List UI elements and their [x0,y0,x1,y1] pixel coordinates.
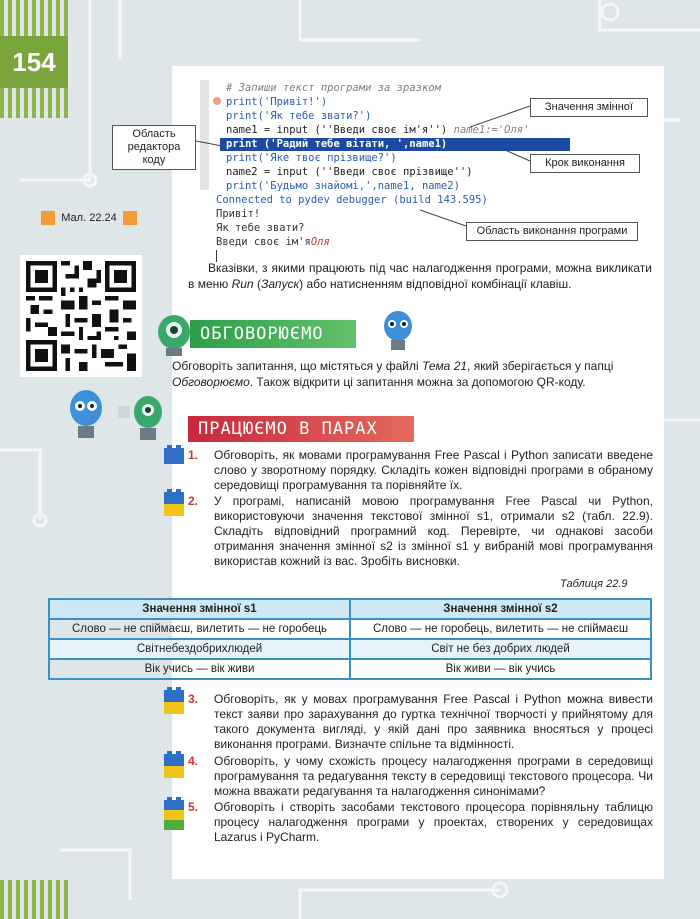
editor-gutter [200,80,209,190]
lego-blocks-icon [162,686,186,716]
orange-square-icon [41,211,55,225]
code-line-2: print('Як тебе звати?') [226,110,372,122]
page-number: 154 [0,36,68,88]
task-number: 2. [188,494,199,508]
table-cell: Слово — не горобець, вилетить — не спіймаєш [350,619,651,639]
table-header-row [49,599,651,619]
variable-value-hint: name1:='Оля' [453,124,530,136]
task-text: У програмі, написаній мовою програмування Free Pascal чи Python, використовуючи значення текстової змінної s1, отримали s2 (табл. 22.9). Складіть відповідний програмний код. Перевірте, чи однакові засоби отримання значення змінної s2 із змінної s1 у вибраній мові програмування використав кожний із вас. Зробіть висновки. [214,494,653,568]
discuss-text-1: Обговоріть запитання, що містяться у файлі [172,359,422,373]
code-line-3 [226,124,529,137]
callout-run-area: Область виконання програми [466,222,638,241]
task-text: Обговоріть, як у мовах програмування Free Pascal і Python можна вивести текст заяви про зарахування до гуртка технічної творчості у прийнятому для такого документа вигляді, у якій дані про заявника вносяться у процесі виконання програми. Визначте спільне та відмінності. [214,692,653,751]
console-input-value: Оля [310,236,330,248]
console-line-1: Connected to pydev debugger (build 143.595) [216,194,488,206]
task-number: 5. [188,800,199,814]
task-number: 4. [188,754,199,768]
console-line-2: Привіт! [216,208,261,220]
code-comment: # Запиши текст програми за зразком [226,82,441,94]
discuss-file: Тема 21 [421,359,468,373]
callout-step: Крок виконання [530,154,640,173]
task-text: Обговоріть, як мовами програмування Free Pascal і Python записати введене слово у зворотному порядку. Складіть кожен відповідні програми в обраному середовищі програмування та порівняйте їх. [214,448,653,492]
code-line-1: print('Привіт!') [226,96,328,108]
orange-square-icon [123,211,137,225]
console-line-4-text: Введи своє ім'я [216,236,311,248]
task-5 [188,800,653,845]
task-text: Обговоріть, у чому схожість процесу налагодження програми в середовищі програмування та редагування тексту в середовищі текстового процесора. Чи можна вважати редагування та налагодження синонімами? [214,754,653,798]
breakpoint-icon [213,97,221,105]
table-cell: Слово — не спіймаєш, вилетить — не горобець [49,619,350,639]
task-number: 3. [188,692,199,706]
task-3 [188,692,653,752]
task-1 [188,448,653,493]
code-line-5: print('Яке твоє прізвище?') [226,152,397,164]
table-cell: Вік живи — вік учись [350,659,651,679]
hint-menu-run: Run [231,277,254,291]
code-line-3-text: name1 = input (''Введи своє ім'я'') [226,124,448,136]
lego-blocks-icon [162,750,186,780]
pair-work-heading: ПРАЦЮЄМО В ПАРАХ [188,416,414,442]
callout-editor-area: Область редактора коду [112,125,196,170]
task-number: 1. [188,448,199,462]
console-line-3: Як тебе звати? [216,222,305,234]
table-caption: Таблиця 22.9 [560,578,628,590]
task-2 [188,494,653,569]
task-text: Обговоріть і створіть засобами текстового процесора порівняльну таблицю процесу налагодження програми у проектах, створених у середовищах Lazarus і PyCharm. [214,800,653,844]
table-header-s1: Значення змінної s1 [49,599,350,619]
callout-variable-value: Значення змінної [530,98,648,117]
table-cell: Вік учись — вік живи [49,659,350,679]
table-row [49,639,651,659]
hint-paragraph: Вказівки, з якими працюють під час налагодження програми, можна викликати в меню Run (Запуск) або натисненням відповідної комбінації клавіш. [188,261,652,291]
code-line-6: name2 = input (''Введи своє прізвище'') [226,166,473,178]
code-line-7: print('Будьмо знайомі,',name1, name2) [226,180,460,192]
discuss-folder: Обговорюємо [172,375,250,389]
robots-pair-icon [60,382,170,446]
table-cell: Світ не без добрих людей [350,639,651,659]
qr-code-icon [26,261,136,371]
discuss-heading: ОБГОВОРЮЄМО [190,320,356,348]
comparison-table [48,598,652,680]
hint-text-before: Вказівки, з якими працюють під час налагодження програми, можна викликати в меню [188,261,652,291]
table-row [49,619,651,639]
discuss-paragraph [172,358,652,390]
table-cell: Світнебездобрихлюдей [49,639,350,659]
task-4 [188,754,653,799]
table-header-s2: Значення змінної s2 [350,599,651,619]
lego-blocks-icon [162,796,186,834]
discuss-text-2: , який зберігається у папці [467,359,614,373]
code-line-4-current: print ('Радий тебе вітати, ',name1) [220,138,570,151]
hint-text-after: або натисненням відповідної комбінації клавіш. [303,277,572,291]
console-line-4 [216,236,330,249]
qr-code[interactable] [20,255,142,377]
discuss-text-3: . Також відкрити ці запитання можна за допомогою QR-коду. [249,375,586,389]
lego-blocks-icon [162,488,186,518]
robot-blue-icon [378,306,418,352]
hint-menu-run-ua: Запуск [260,277,300,291]
figure-label [38,210,140,226]
figure-label-text: Мал. 22.24 [61,212,117,224]
lego-block-icon [162,444,186,466]
table-row [49,659,651,679]
